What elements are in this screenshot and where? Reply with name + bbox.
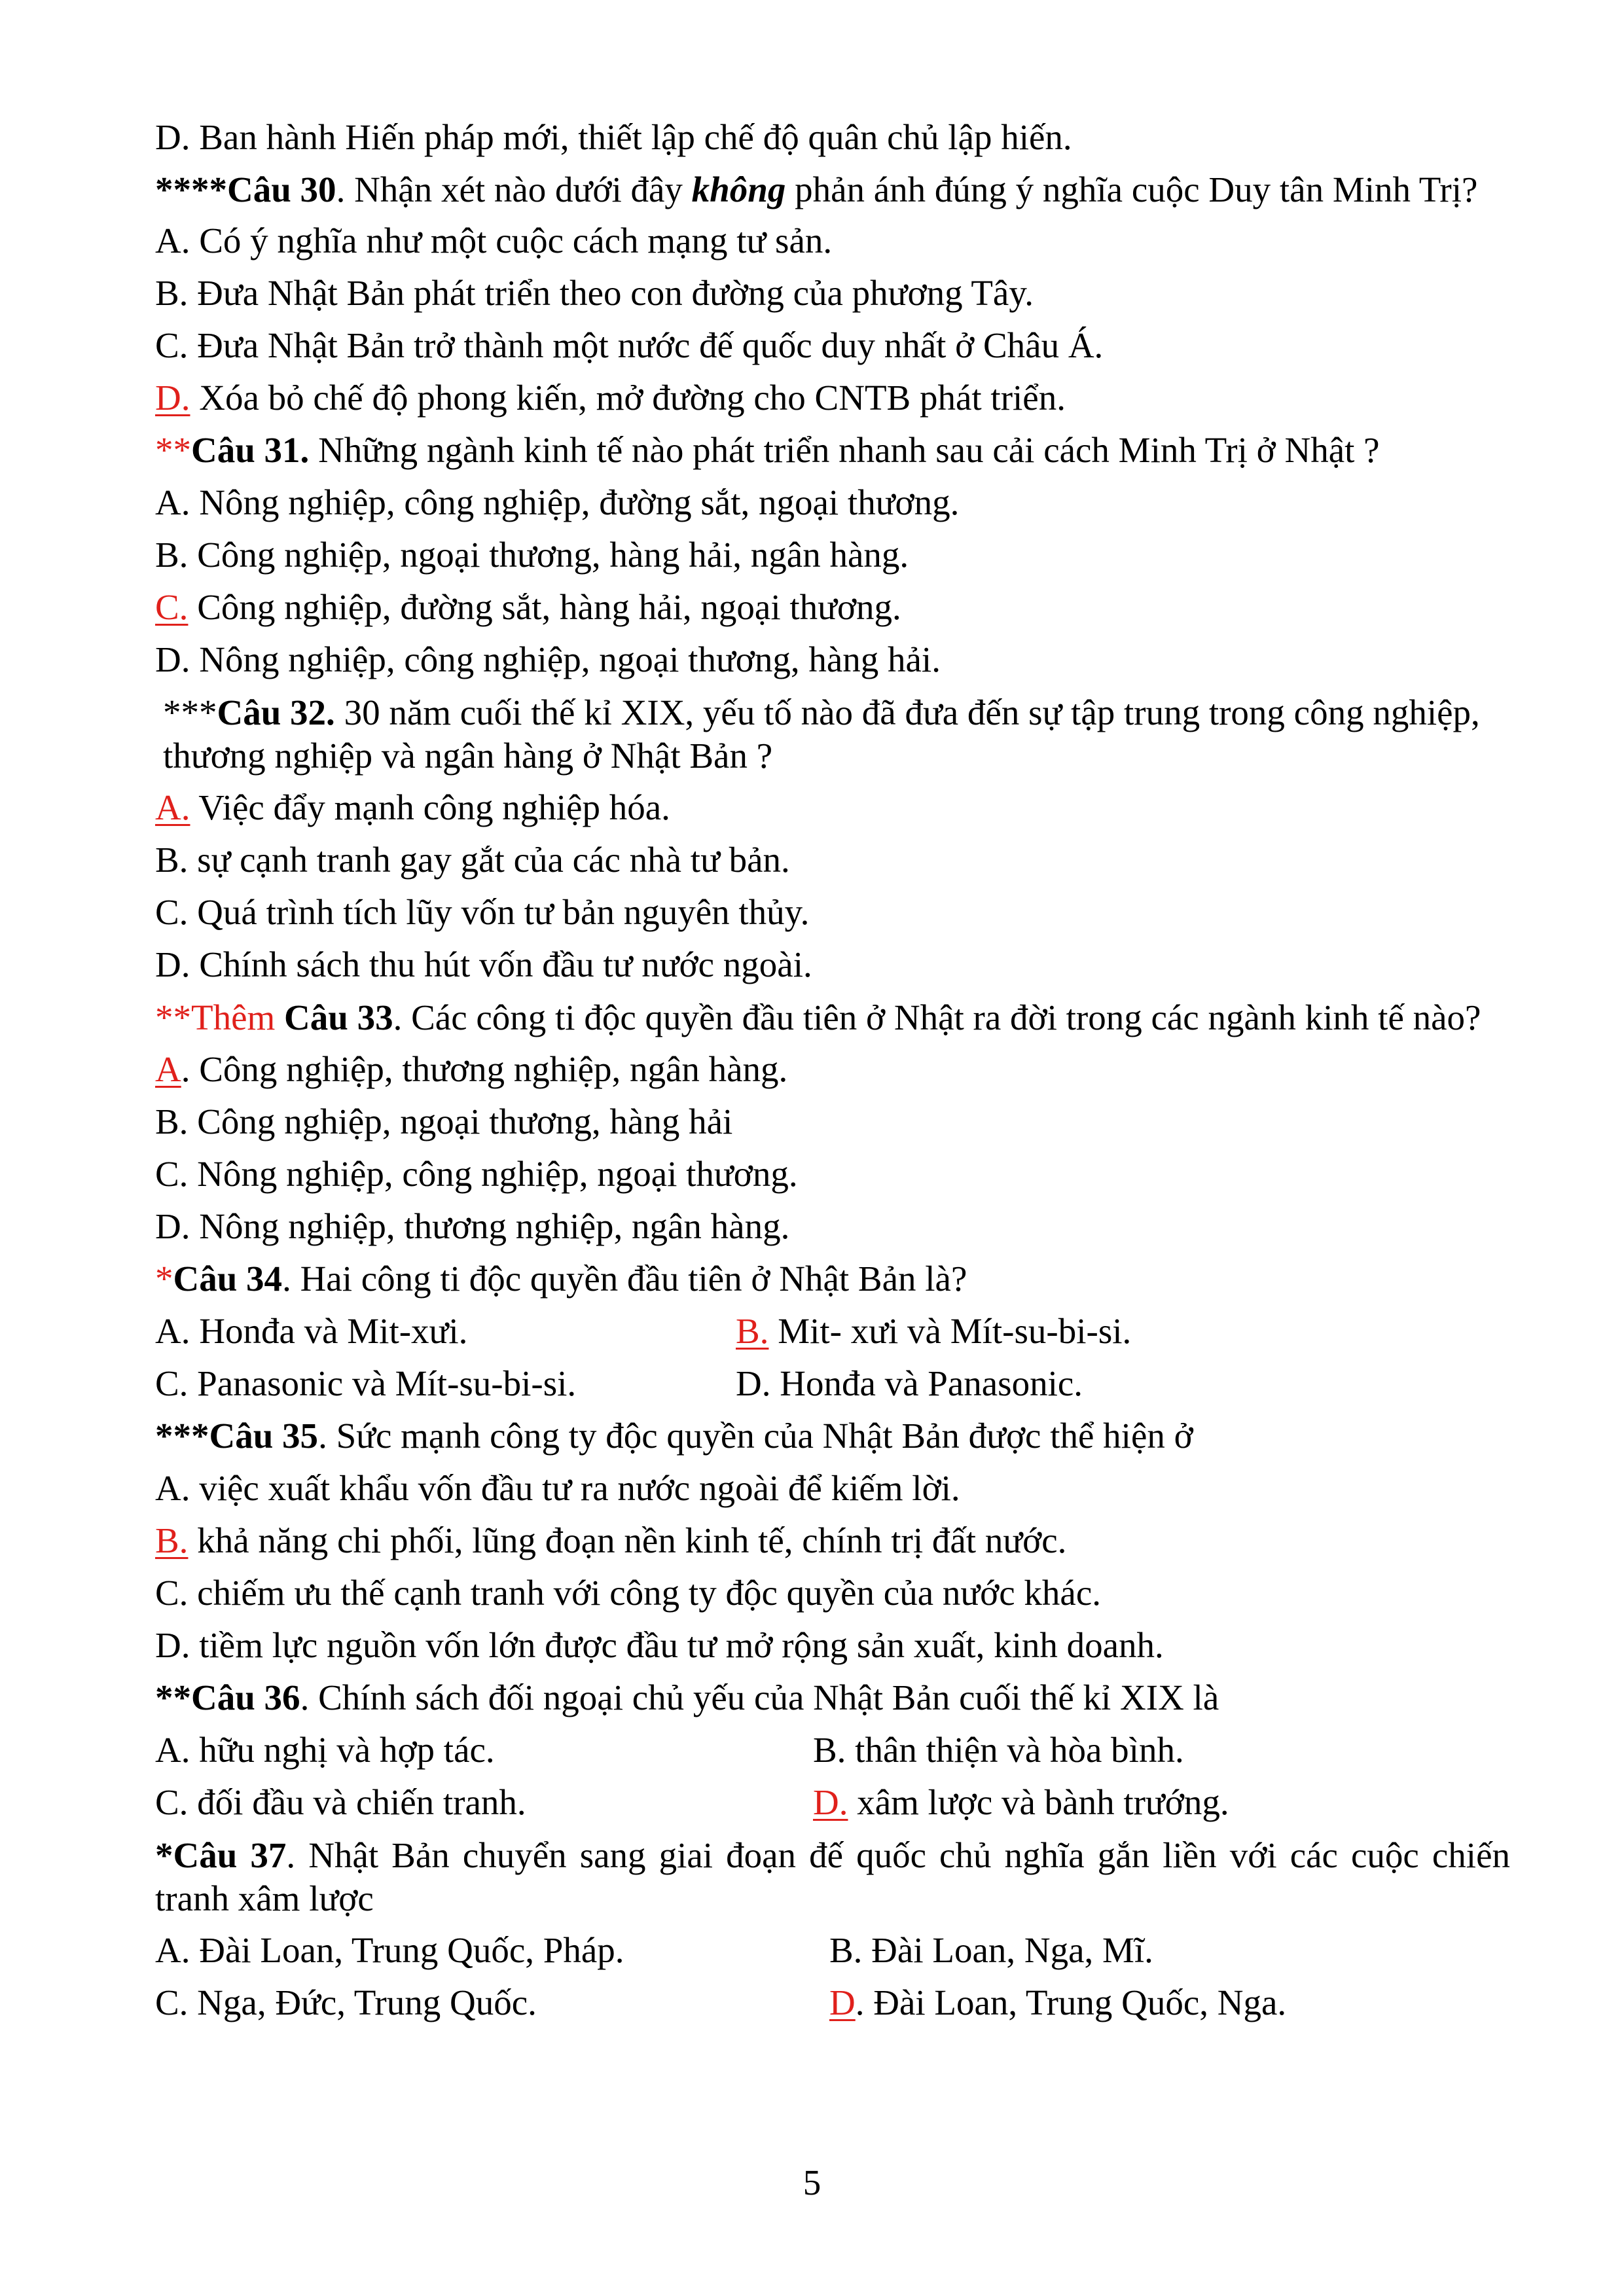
option-text: Việc đẩy mạnh công nghiệp hóa. xyxy=(190,787,670,827)
option-a xyxy=(155,781,1510,834)
question-prefix: **Thêm xyxy=(155,997,285,1037)
question-stars: ** xyxy=(155,430,191,470)
option-a xyxy=(155,1043,1510,1096)
option-b: B. Công nghiệp, ngoại thương, hàng hải, ngân hàng. xyxy=(155,535,909,575)
option-b: B. Đài Loan, Nga, Mĩ. xyxy=(829,1930,1153,1970)
option-text: xâm lược và bành trướng. xyxy=(848,1782,1229,1822)
question-text: . Hai công ti độc quyền đầu tiên ở Nhật Bản là? xyxy=(282,1259,967,1299)
option-c: C. Đưa Nhật Bản trở thành một nước đế quốc duy nhất ở Châu Á. xyxy=(155,325,1104,365)
question-stars: * xyxy=(155,1259,173,1299)
question-text: phản ánh đúng ý nghĩa cuộc Duy tân Minh Trị? xyxy=(785,170,1478,209)
option-c: C. đối đầu và chiến tranh. xyxy=(155,1782,526,1822)
question-label: Câu 36 xyxy=(191,1677,300,1717)
option-a: A. Honđa và Mit-xưi. xyxy=(155,1311,468,1351)
question-text: . Các công ti độc quyền đầu tiên ở Nhật ra đời trong các ngành kinh tế nào? xyxy=(393,997,1481,1037)
answer-key: A. xyxy=(155,787,190,827)
question-34 xyxy=(155,1253,1510,1305)
option-text: Xóa bỏ chế độ phong kiến, mở đường cho CNTB phát triển. xyxy=(190,378,1066,418)
option-d: D. Honđa và Panasonic. xyxy=(736,1363,1083,1403)
answer-key: D. xyxy=(813,1782,848,1822)
answer-key: C. xyxy=(155,587,189,627)
option-c: C. Nông nghiệp, công nghiệp, ngoại thương. xyxy=(155,1154,798,1194)
options-row xyxy=(155,1977,1510,2029)
options-row xyxy=(155,1924,1510,1977)
question-label: Câu 35 xyxy=(209,1416,319,1456)
option-d: D. tiềm lực nguồn vốn lớn được đầu tư mở rộng sản xuất, kinh doanh. xyxy=(155,1625,1164,1665)
option-c: C. chiếm ưu thế cạnh tranh với công ty độc quyền của nước khác. xyxy=(155,1573,1101,1613)
question-36 xyxy=(155,1672,1510,1724)
answer-key: D. xyxy=(155,378,190,418)
option-d: D. Chính sách thu hút vốn đầu tư nước ngoài. xyxy=(155,944,812,984)
options-row xyxy=(155,1305,1510,1357)
question-stars: **** xyxy=(155,170,227,209)
question-37 xyxy=(155,1829,1510,1924)
option-a: A. hữu nghị và hợp tác. xyxy=(155,1730,495,1770)
option-b xyxy=(736,1305,1131,1357)
question-32 xyxy=(155,686,1510,781)
answer-key: D xyxy=(829,1982,856,2022)
question-text: Những ngành kinh tế nào phát triển nhanh sau cải cách Minh Trị ở Nhật ? xyxy=(309,430,1380,470)
option-line: D. Ban hành Hiến pháp mới, thiết lập chế độ quân chủ lập hiến. xyxy=(155,117,1072,157)
option-c xyxy=(155,581,1510,634)
option-a: A. Đài Loan, Trung Quốc, Pháp. xyxy=(155,1930,624,1970)
question-text: . Nhật Bản chuyển sang giai đoạn đế quốc chủ nghĩa gắn liền với các cuộc chiến tranh xâm lược xyxy=(155,1835,1510,1918)
question-35 xyxy=(155,1410,1510,1462)
options-row xyxy=(155,1724,1510,1776)
options-row xyxy=(155,1357,1510,1410)
option-d: D. Nông nghiệp, thương nghiệp, ngân hàng. xyxy=(155,1206,790,1246)
options-row xyxy=(155,1776,1510,1829)
option-d xyxy=(155,372,1510,424)
question-text: 30 năm cuối thế kỉ XIX, yếu tố nào đã đưa đến sự tập trung trong công nghiệp, thương nghiệp và ngân hàng ở Nhật Bản ? xyxy=(163,692,1480,776)
option-text: . Công nghiệp, thương nghiệp, ngân hàng. xyxy=(181,1049,788,1089)
question-33 xyxy=(155,991,1510,1043)
question-label: Câu 37 xyxy=(173,1835,287,1875)
answer-key: A xyxy=(155,1049,181,1089)
question-emphasis: không xyxy=(691,170,786,209)
option-a: A. Nông nghiệp, công nghiệp, đường sắt, ngoại thương. xyxy=(155,482,960,522)
option-d xyxy=(813,1776,1229,1829)
option-c: C. Panasonic và Mít-su-bi-si. xyxy=(155,1363,577,1403)
answer-key: B. xyxy=(736,1311,769,1351)
question-31 xyxy=(155,424,1510,476)
question-text: . Chính sách đối ngoại chủ yếu của Nhật Bản cuối thế kỉ XIX là xyxy=(300,1677,1219,1717)
question-label: Câu 33 xyxy=(284,997,393,1037)
question-text: . Sức mạnh công ty độc quyền của Nhật Bản được thể hiện ở xyxy=(318,1416,1193,1456)
option-b: B. thân thiện và hòa bình. xyxy=(813,1730,1184,1770)
question-text: . Nhận xét nào dưới đây xyxy=(336,170,692,209)
question-label: Câu 31. xyxy=(191,430,310,470)
page-number: 5 xyxy=(803,2162,821,2202)
answer-key: B. xyxy=(155,1520,189,1560)
question-label: Câu 30 xyxy=(227,170,336,209)
option-d xyxy=(829,1977,1286,2029)
option-b: B. sự cạnh tranh gay gắt của các nhà tư bản. xyxy=(155,840,790,880)
option-text: Công nghiệp, đường sắt, hàng hải, ngoại thương. xyxy=(188,587,901,627)
option-b xyxy=(155,1515,1510,1567)
option-d: D. Nông nghiệp, công nghiệp, ngoại thương, hàng hải. xyxy=(155,639,941,679)
document-page xyxy=(155,111,1510,2029)
question-stars: *** xyxy=(155,1416,209,1456)
option-text: khả năng chi phối, lũng đoạn nền kinh tế, chính trị đất nước. xyxy=(188,1520,1067,1560)
option-a: A. việc xuất khẩu vốn đầu tư ra nước ngoài để kiếm lời. xyxy=(155,1468,960,1508)
question-stars: *** xyxy=(163,692,217,732)
option-c: C. Nga, Đức, Trung Quốc. xyxy=(155,1982,537,2022)
option-text: Mit- xưi và Mít-su-bi-si. xyxy=(768,1311,1132,1351)
option-b: B. Đưa Nhật Bản phát triển theo con đường của phương Tây. xyxy=(155,273,1034,313)
option-c: C. Quá trình tích lũy vốn tư bản nguyên thủy. xyxy=(155,892,810,932)
option-b: B. Công nghiệp, ngoại thương, hàng hải xyxy=(155,1102,733,1141)
question-stars: ** xyxy=(155,1677,191,1717)
option-a: A. Có ý nghĩa như một cuộc cách mạng tư sản. xyxy=(155,221,833,260)
option-text: . Đài Loan, Trung Quốc, Nga. xyxy=(855,1982,1287,2022)
question-label: Câu 32. xyxy=(217,692,335,732)
question-stars: * xyxy=(155,1835,173,1875)
question-label: Câu 34 xyxy=(173,1259,283,1299)
question-30 xyxy=(155,164,1510,215)
